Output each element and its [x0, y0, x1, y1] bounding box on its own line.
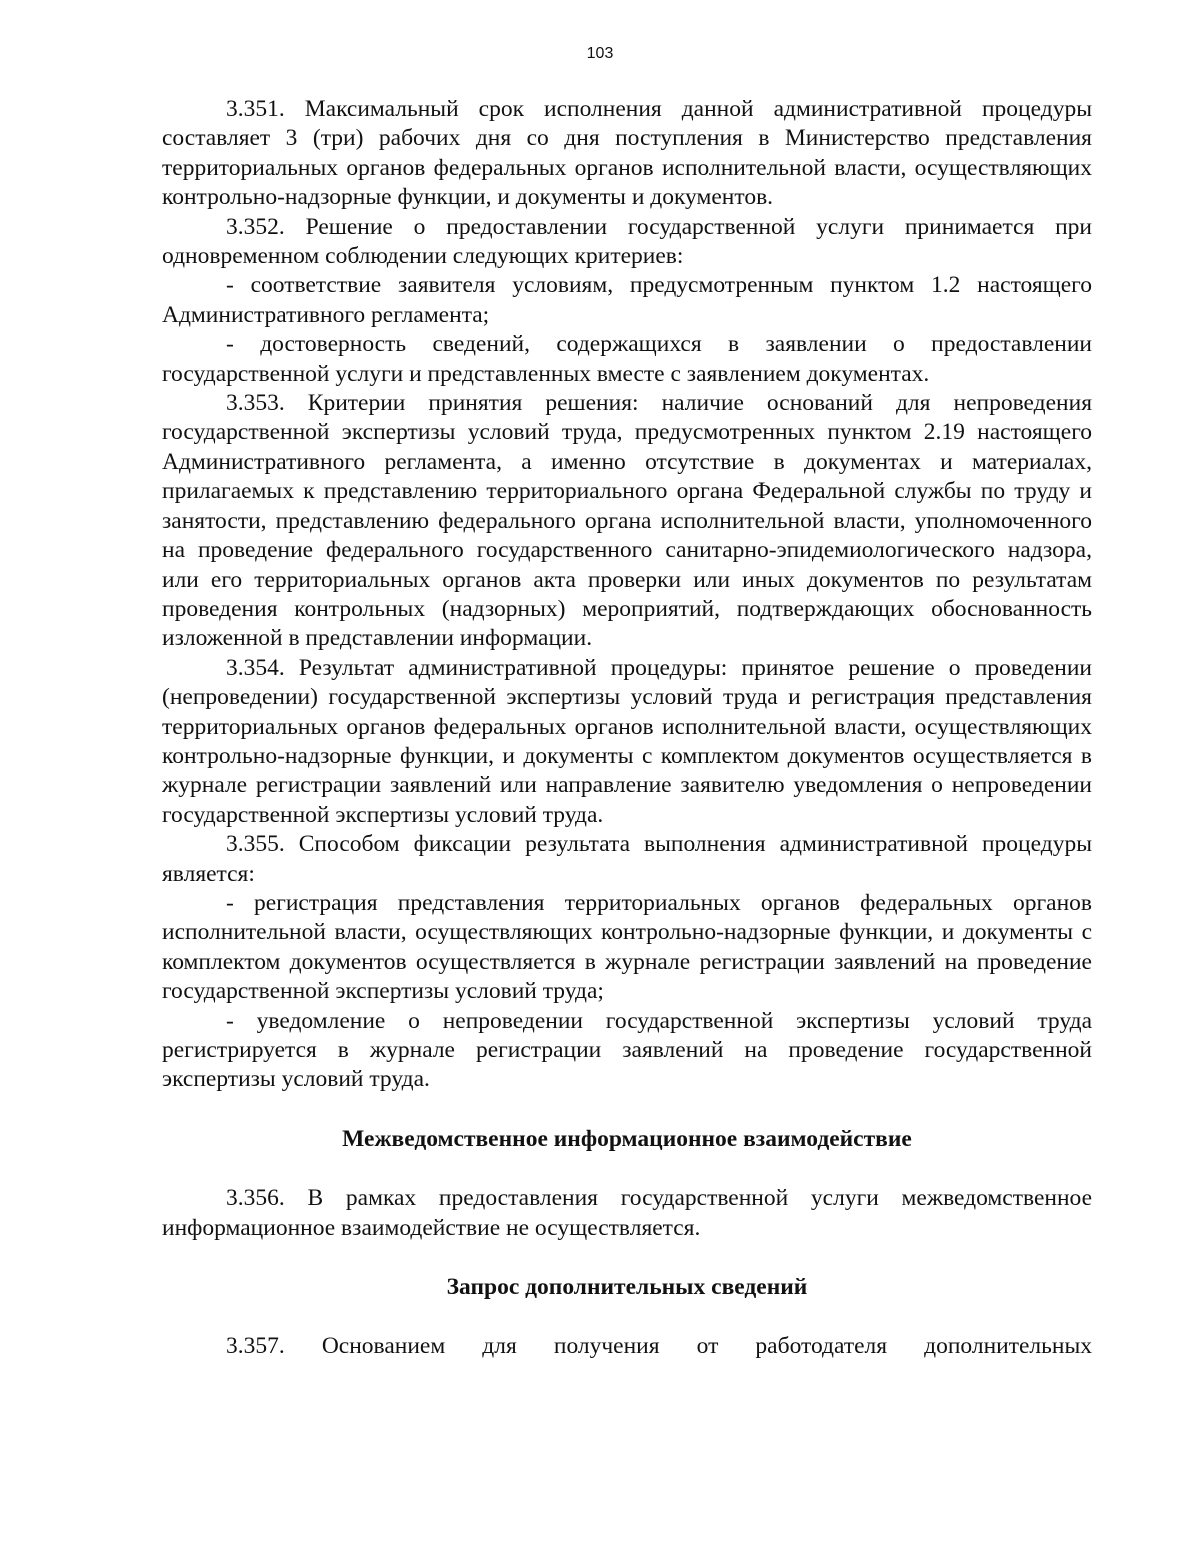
criterion-item-1: - соответствие заявителя условиям, предусмотренным пунктом 1.2 настоящего Административного регламента; — [162, 272, 1092, 328]
section-heading-interagency: Межведомственное информационное взаимодействие — [342, 1125, 912, 1152]
paragraph-3-354: 3.354. Результат административной процедуры: принятое решение о проведении (непроведении) государственной экспертизы условий труда и регистрация представления территориальных органов федеральных органов исполнительной власти, осуществляющих контрольно-надзорные функции, и документы с комплектом документов осуществляется в журнале регистрации заявлений или направление заявителю уведомления о непроведении государственной экспертизы условий труда. — [162, 654, 1092, 828]
criterion-item-2: - достоверность сведений, содержащихся в заявлении о предоставлении государственной услуги и представленных вместе с заявлением документах. — [162, 331, 1092, 387]
paragraph-3-357: 3.357. Основанием для получения от работодателя дополнительных — [226, 1333, 1092, 1360]
paragraph-3-352: 3.352. Решение о предоставлении государственной услуги принимается при одновременном соблюдении следующих критериев: — [162, 213, 1092, 270]
fixation-item-2: - уведомление о непроведении государственной экспертизы условий труда регистрируется в журнале регистрации заявлений на проведение государственной экспертизы условий труда. — [162, 1007, 1092, 1093]
document-body — [162, 95, 1092, 1362]
paragraph-3-353: 3.353. Критерии принятия решения: наличие оснований для непроведения государственной экспертизы условий труда, предусмотренных пунктом 2.19 настоящего Административного регламента, а именно отсутствие в документах и материалах, прилагаемых к представлению территориального органа Федеральной службы по труду и занятости, представлению федерального органа исполнительной власти, уполномоченного на проведение федерального государственного санитарно-эпидемиологического надзора, или его территориальных органов акта проверки или иных документов по результатам проведения контрольных (надзорных) мероприятий, подтверждающих обоснованность изложенной в представлении информации. — [162, 390, 1092, 652]
paragraph-3-355: 3.355. Способом фиксации результата выполнения административной процедуры является: — [162, 831, 1092, 887]
fixation-item-1: - регистрация представления территориальных органов федеральных органов исполнительной власти, осуществляющих контрольно-надзорные функции, и документы с комплектом документов осуществляется в журнале регистрации заявлений на проведение государственной экспертизы условий труда; — [162, 889, 1092, 1005]
page-number: 103 — [586, 45, 614, 62]
paragraph-3-351: 3.351. Максимальный срок исполнения данной административной процедуры составляет 3 (три) рабочих дня со дня поступления в Министерство представления территориальных органов федеральных органов исполнительной власти, осуществляющих контрольно-надзорные функции, и документы и документов. — [162, 96, 1092, 211]
section-heading-request: Запрос дополнительных сведений — [446, 1274, 808, 1301]
paragraph-3-356: 3.356. В рамках предоставления государственной услуги межведомственное информационное взаимодействие не осуществляется. — [162, 1185, 1092, 1241]
